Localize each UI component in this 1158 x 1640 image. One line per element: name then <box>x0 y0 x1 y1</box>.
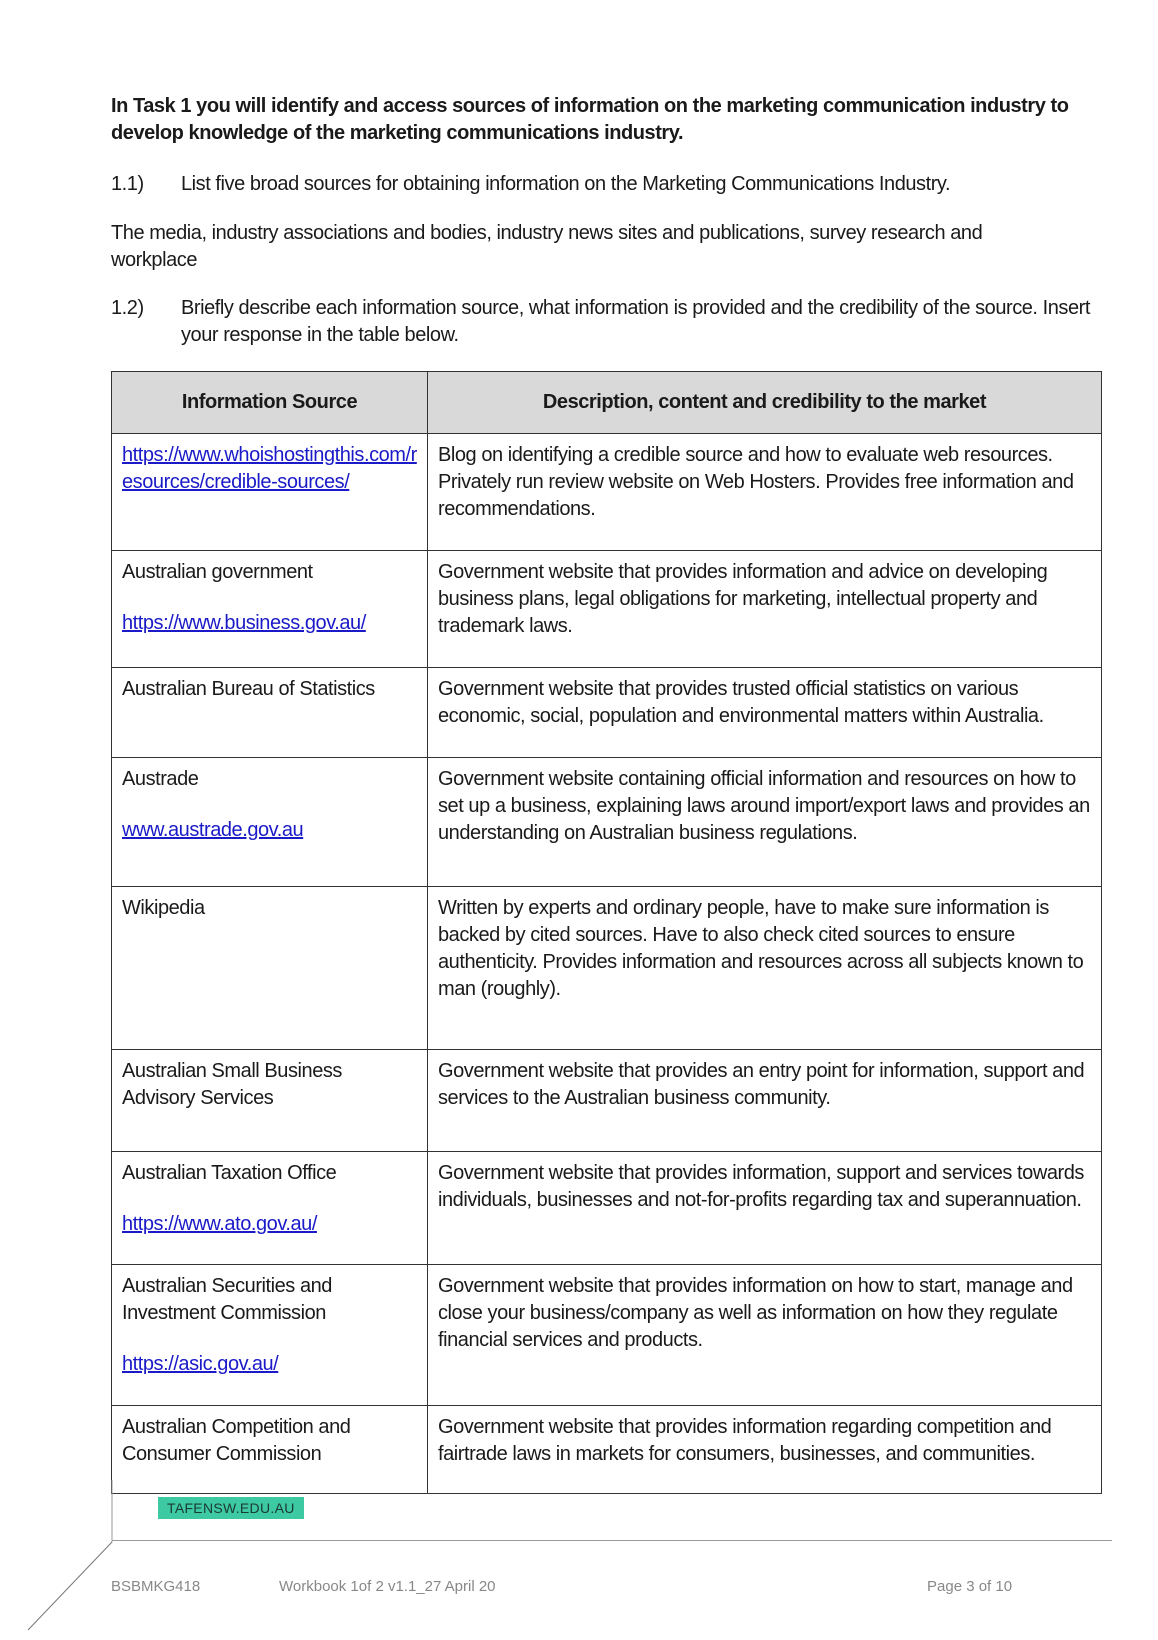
source-description: Government website that provides trusted official statistics on various economic, social, population and environmental matters within Australia. <box>438 678 1044 727</box>
description-cell <box>428 1265 1102 1406</box>
table-row <box>112 1265 1102 1406</box>
source-cell <box>112 434 428 551</box>
source-description: Government website that provides information on how to start, manage and close your business/company as well as information on how they regulate financial services and products. <box>438 1275 1073 1351</box>
question-number: 1.1) <box>111 173 144 195</box>
footer-workbook: Workbook 1of 2 v1.1_27 April 20 <box>279 1578 496 1595</box>
header-information-source: Information Source <box>112 372 428 434</box>
source-name: Australian Competition and Consumer Commission <box>122 1416 351 1465</box>
source-link[interactable]: https://www.business.gov.au/ <box>122 612 366 634</box>
description-cell <box>428 1406 1102 1494</box>
source-name: Australian Small Business Advisory Services <box>122 1060 342 1109</box>
description-cell <box>428 668 1102 758</box>
description-cell <box>428 887 1102 1050</box>
source-name: Australian Taxation Office <box>122 1162 337 1184</box>
table-row <box>112 434 1102 551</box>
source-cell <box>112 1050 428 1152</box>
header-description: Description, content and credibility to the market <box>428 372 1102 434</box>
source-description: Blog on identifying a credible source and how to evaluate web resources. Privately run review website on Web Hosters. Provides free information and recommendations. <box>438 444 1074 520</box>
source-cell <box>112 887 428 1050</box>
source-name: Australian Securities and Investment Commission <box>122 1275 332 1324</box>
source-name: Austrade <box>122 768 199 790</box>
description-cell <box>428 1152 1102 1265</box>
tafe-badge: TAFENSW.EDU.AU <box>158 1497 304 1519</box>
source-cell <box>112 1265 428 1406</box>
table-row <box>112 668 1102 758</box>
table-row <box>112 1152 1102 1265</box>
question-1-2 <box>111 295 1101 349</box>
footer-page-number: Page 3 of 10 <box>927 1578 1013 1595</box>
table-row <box>112 1050 1102 1152</box>
answer-1-1: The media, industry associations and bodies, industry news sites and publications, survey research and workplace <box>111 222 983 271</box>
description-cell <box>428 1050 1102 1152</box>
source-description: Government website that provides an entry point for information, support and services to the Australian business community. <box>438 1060 1085 1109</box>
source-cell <box>112 668 428 758</box>
table-row <box>112 1406 1102 1494</box>
source-description: Government website that provides information, support and services towards individuals, businesses and not-for-profits regarding tax and superannuation. <box>438 1162 1084 1211</box>
source-name: Australian government <box>122 561 313 583</box>
source-link[interactable]: https://www.ato.gov.au/ <box>122 1213 317 1235</box>
description-cell <box>428 434 1102 551</box>
footer-rule <box>112 1540 1112 1541</box>
source-description: Written by experts and ordinary people, have to make sure information is backed by cited sources. Have to also check cited sources to ensure authenticity. Provides information and resources across all subjects known to man (roughly). <box>438 897 1084 1000</box>
source-description: Government website that provides information regarding competition and fairtrade laws in markets for consumers, businesses, and communities. <box>438 1416 1052 1465</box>
question-1-1 <box>111 171 1101 198</box>
source-name: Australian Bureau of Statistics <box>122 678 375 700</box>
footer-corner-line <box>0 1480 120 1640</box>
source-description: Government website containing official information and resources on how to set up a business, explaining laws around import/export laws and provides an understanding on Australian business regulations. <box>438 768 1090 844</box>
table-row <box>112 758 1102 887</box>
source-link[interactable]: www.austrade.gov.au <box>122 819 304 841</box>
task-intro: In Task 1 you will identify and access sources of information on the marketing communication industry to develop knowledge of the marketing communications industry. <box>111 95 1069 144</box>
table-row <box>112 887 1102 1050</box>
question-text: Briefly describe each information source, what information is provided and the credibility of the source. Insert your response in the table below. <box>181 297 1090 346</box>
source-cell <box>112 1406 428 1494</box>
source-cell <box>112 1152 428 1265</box>
question-number: 1.2) <box>111 297 144 319</box>
source-cell <box>112 758 428 887</box>
source-link[interactable]: https://www.whoishostingthis.com/resources/credible-sources/ <box>122 444 417 493</box>
description-cell <box>428 758 1102 887</box>
source-link[interactable]: https://asic.gov.au/ <box>122 1353 279 1375</box>
information-sources-table <box>111 371 1102 1494</box>
source-cell <box>112 551 428 668</box>
table-row <box>112 551 1102 668</box>
source-name: Wikipedia <box>122 897 205 919</box>
table-header-row <box>112 372 1102 434</box>
question-text: List five broad sources for obtaining information on the Marketing Communications Industry. <box>181 173 951 195</box>
footer-unit-code: BSBMKG418 <box>111 1578 201 1595</box>
source-description: Government website that provides information and advice on developing business plans, legal obligations for marketing, intellectual property and trademark laws. <box>438 561 1048 637</box>
description-cell <box>428 551 1102 668</box>
